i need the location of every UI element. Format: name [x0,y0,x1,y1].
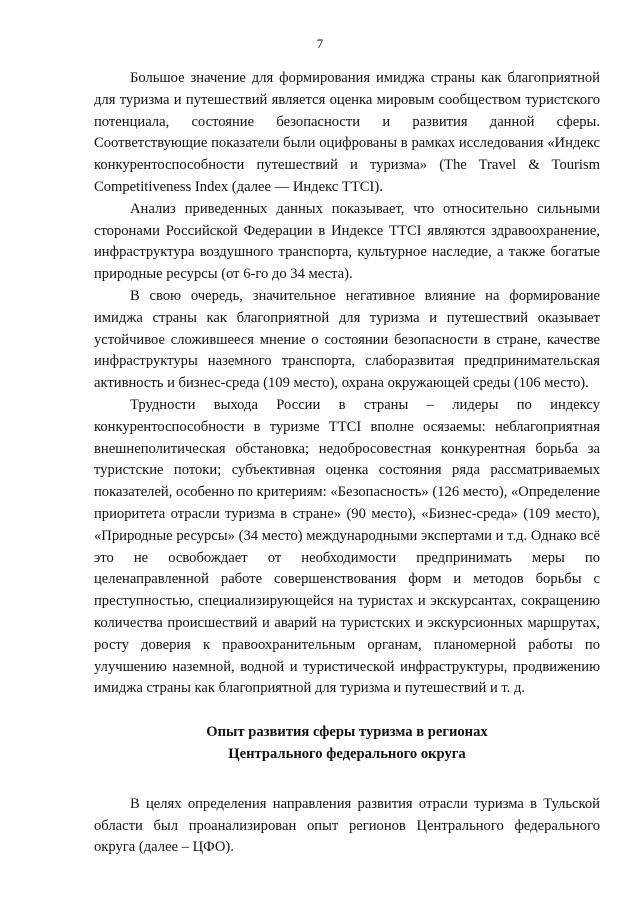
paragraph-strengths: Анализ приведенных данных показывает, что относительно сильными сторонами Российской Федерации в Индексе ТТСI являются здравоохранение, инфраструктура воздушного транспорта, культурное наследие, а также богатые природные ресурсы (от 6-го до 34 места). [94,200,600,283]
paragraph-difficulties: Трудности выхода России в страны – лидеры по индексу конкурентоспособности в туризме ТТСI вполне осязаемы: неблагоприятная внешнеполитическая обстановка; недобросовестная конкурентная борьба за туристские потоки; субъективная оценка состояния ряда рассматриваемых показателей, особенно по критериям: «Безопасность» (126 место), «Определение приоритета отрасли туризма в стране» (90 место), «Бизнес-среда» (109 место), «Природные ресурсы» (34 место) международными экспертами и т.д. Однако всё это не освобождает от необходимости предпринимать меры по целенаправленной работе совершенствования форм и методов борьбы с преступностью, специализирующейся на туристах и экскурсантах, сокращению количества происшествий и аварий на туристских и экскурсионных маршрутах, росту доверия к правоохранительным органам, планомерной работы по улучшению наземной, водной и туристической инфраструктуры, продвижению имиджа страны как благоприятной для туризма и путешествий и т. д. [94,396,600,697]
page-number: 7 [316,36,324,51]
paragraph-cfd-experience: В целях определения направления развития отрасли туризма в Тульской области был проанализирован опыт регионов Центрального федерального округа (далее – ЦФО). [94,795,600,856]
section-heading [94,722,600,766]
section-heading-line-1: Опыт развития сферы туризма в регионах [206,724,488,741]
paragraph-weaknesses: В свою очередь, значительное негативное влияние на формирование имиджа страны как благоприятной для туризма и путешествий оказывает устойчивое сложившееся мнение о состоянии безопасности в стране, качестве инфраструктуры наземного транспорта, слаборазвитая предпринимательская активность и бизнес-среда (109 место), охрана окружающей среды (106 место). [94,287,600,392]
document-body [94,68,600,859]
paragraph-ttci-intro: Большое значение для формирования имиджа страны как благоприятной для туризма и путешествий является оценка мировым сообществом туристского потенциала, состояние безопасности и развития данной сферы. Соответствующие показатели были оцифрованы в рамках исследования «Индекс конкурентоспособности путешествий и туризма» (The Travel & Tourism Competitiveness Index (далее — Индекс ТТСI). [94,70,600,195]
section-heading-line-2: Центрального федерального округа [228,745,466,762]
